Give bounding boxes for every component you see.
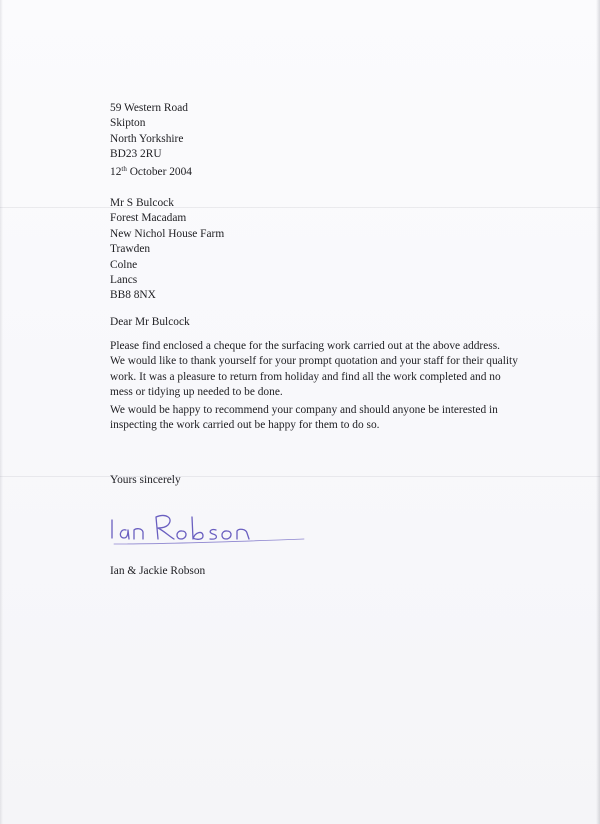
paragraph-line: We would like to thank yourself for your prompt quotation and your staff for their quality <box>110 355 518 368</box>
paper-fold-line <box>0 207 600 208</box>
handwritten-signature <box>106 508 306 548</box>
recipient-address-line: Trawden <box>110 243 151 256</box>
sender-address-line: Skipton <box>110 117 146 130</box>
recipient-address-line: New Nichol House Farm <box>110 227 225 240</box>
paper-fold-line <box>0 476 600 477</box>
recipient-address <box>110 196 224 304</box>
salutation: Dear Mr Bulcock <box>110 316 190 328</box>
date-month-year: October 2004 <box>126 166 193 178</box>
paragraph-line: work. It was a pleasure to return from holiday and find all the work completed and no <box>110 370 501 383</box>
recipient-address-line: Lancs <box>110 274 138 287</box>
signer-name: Ian & Jackie Robson <box>110 565 206 577</box>
paper-left-edge <box>0 0 3 824</box>
recipient-address-line: BB8 8NX <box>110 289 156 302</box>
paragraph-line: We would be happy to recommend your company and should anyone be interested in <box>110 404 498 416</box>
paragraph-line: mess or tidying up needed to be done. <box>110 386 283 399</box>
recipient-address-line: Forest Macadam <box>110 212 187 225</box>
letter-date <box>110 165 192 180</box>
date-day: 12 <box>110 166 122 178</box>
paper-right-edge <box>596 0 600 824</box>
closing: Yours sincerely <box>110 474 181 486</box>
sender-address <box>110 101 188 163</box>
recipient-address-line: Mr S Bulcock <box>110 197 174 209</box>
body-paragraph-2 <box>110 403 530 434</box>
sender-address-line: 59 Western Road <box>110 102 188 114</box>
recipient-address-line: Colne <box>110 258 138 271</box>
date-suffix: th <box>121 165 127 173</box>
paragraph-line: inspecting the work carried out be happy for them to do so. <box>110 419 380 432</box>
sender-address-line: North Yorkshire <box>110 132 184 145</box>
sender-address-line: BD23 2RU <box>110 148 162 161</box>
paragraph-line: Please find enclosed a cheque for the surfacing work carried out at the above address. <box>110 340 500 352</box>
body-paragraph-1 <box>110 339 530 401</box>
